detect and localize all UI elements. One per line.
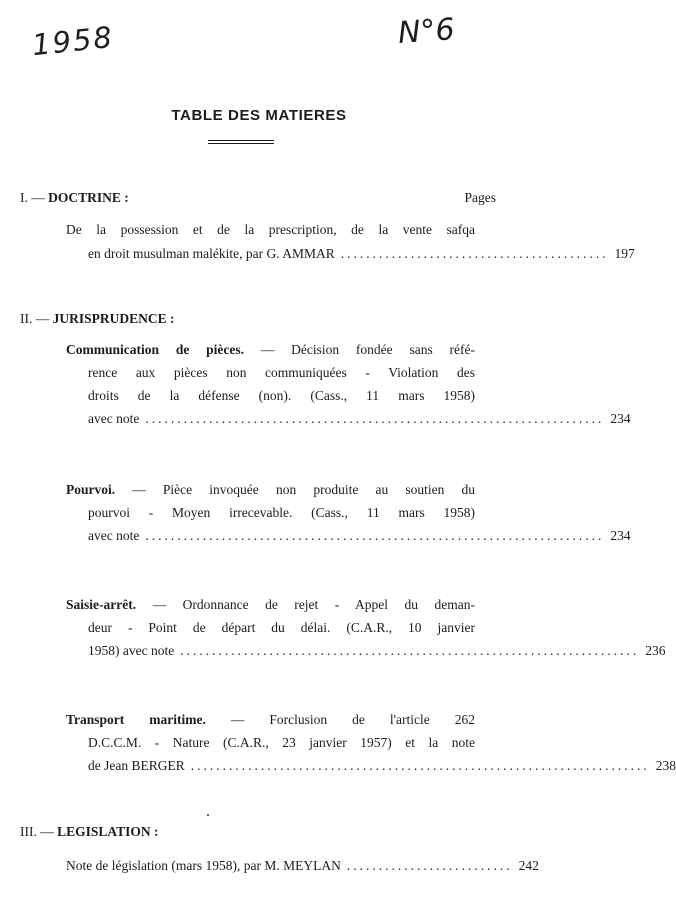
entry-last-line	[88, 409, 631, 429]
entry-keyword: Pourvoi.	[66, 482, 116, 497]
entry-line: pourvoi - Moyen irrecevable. (Cass., 11 mars 1958)	[88, 505, 475, 520]
entry-text: avec note	[88, 528, 140, 543]
section-heading-doctrine	[20, 188, 129, 208]
entry-line: droits de la défense (non). (Cass., 11 mars 1958)	[88, 388, 475, 403]
title-rule-bottom	[208, 143, 274, 144]
page-number: 234	[610, 528, 631, 543]
entry-line	[66, 595, 475, 615]
handwritten-issue-number: N°6	[396, 12, 456, 51]
entry-text: de Jean BERGER	[88, 758, 185, 773]
entry-line	[66, 710, 475, 730]
entry-last-line	[66, 856, 539, 876]
section-number: I. —	[20, 190, 45, 205]
title-rule-top	[208, 140, 274, 141]
entry-text: — Décision fondée sans réfé-	[260, 342, 475, 357]
page-number: 234	[610, 411, 631, 426]
entry-line: rence aux pièces non communiquées - Violation des	[88, 365, 475, 380]
entry-line: D.C.C.M. - Nature (C.A.R., 23 janvier 1957) et la note	[88, 735, 475, 750]
dot-leader: ........................................................................	[190, 758, 650, 773]
entry-text: avec note	[88, 411, 140, 426]
page-number: 197	[614, 246, 635, 261]
dot-leader: ........................................................................	[180, 643, 640, 658]
entry-keyword: Communication de pièces.	[66, 342, 244, 357]
page-number: 238	[655, 758, 676, 773]
section-title: DOCTRINE :	[48, 190, 129, 205]
page-number: 236	[645, 643, 666, 658]
dot-leader: ..........................................	[340, 246, 609, 261]
entry-keyword: Saisie-arrêt.	[66, 597, 137, 612]
section-heading-legislation	[20, 822, 159, 842]
page-title: TABLE DES MATIERES	[171, 107, 347, 124]
entry-text: — Pièce invoquée non produite au soutien du	[132, 482, 476, 497]
entry-text: — Ordonnance de rejet - Appel du deman-	[152, 597, 475, 612]
section-title: LEGISLATION :	[57, 824, 159, 839]
entry-text: en droit musulman malékite, par G. AMMAR	[88, 246, 335, 261]
page-number: 242	[518, 858, 539, 873]
pages-column-label: Pages	[464, 190, 496, 205]
entry-line: deur - Point de départ du délai. (C.A.R., 10 janvier	[88, 620, 475, 635]
handwritten-year: 1958	[30, 19, 116, 63]
dot-leader: ........................................................................	[145, 528, 605, 543]
entry-last-line	[88, 756, 676, 776]
section-heading-jurisprudence	[20, 309, 175, 329]
entry-line	[66, 480, 475, 500]
entry-last-line	[88, 244, 635, 264]
entry-line: De la possession et de la prescription, de la vente safqa	[66, 222, 475, 237]
entry-last-line	[88, 641, 666, 661]
dot-leader: ........................................................................	[145, 411, 605, 426]
print-speck	[207, 814, 209, 816]
dot-leader: ..........................	[346, 858, 513, 873]
section-number: II. —	[20, 311, 50, 326]
section-title: JURISPRUDENCE :	[52, 311, 175, 326]
entry-keyword: Transport maritime.	[66, 712, 206, 727]
entry-last-line	[88, 526, 631, 546]
entry-text: Note de législation (mars 1958), par M. MEYLAN	[66, 858, 341, 873]
entry-line	[66, 340, 475, 360]
entry-text: — Forclusion de l'article 262	[230, 712, 475, 727]
entry-text: 1958) avec note	[88, 643, 175, 658]
section-number: III. —	[20, 824, 54, 839]
